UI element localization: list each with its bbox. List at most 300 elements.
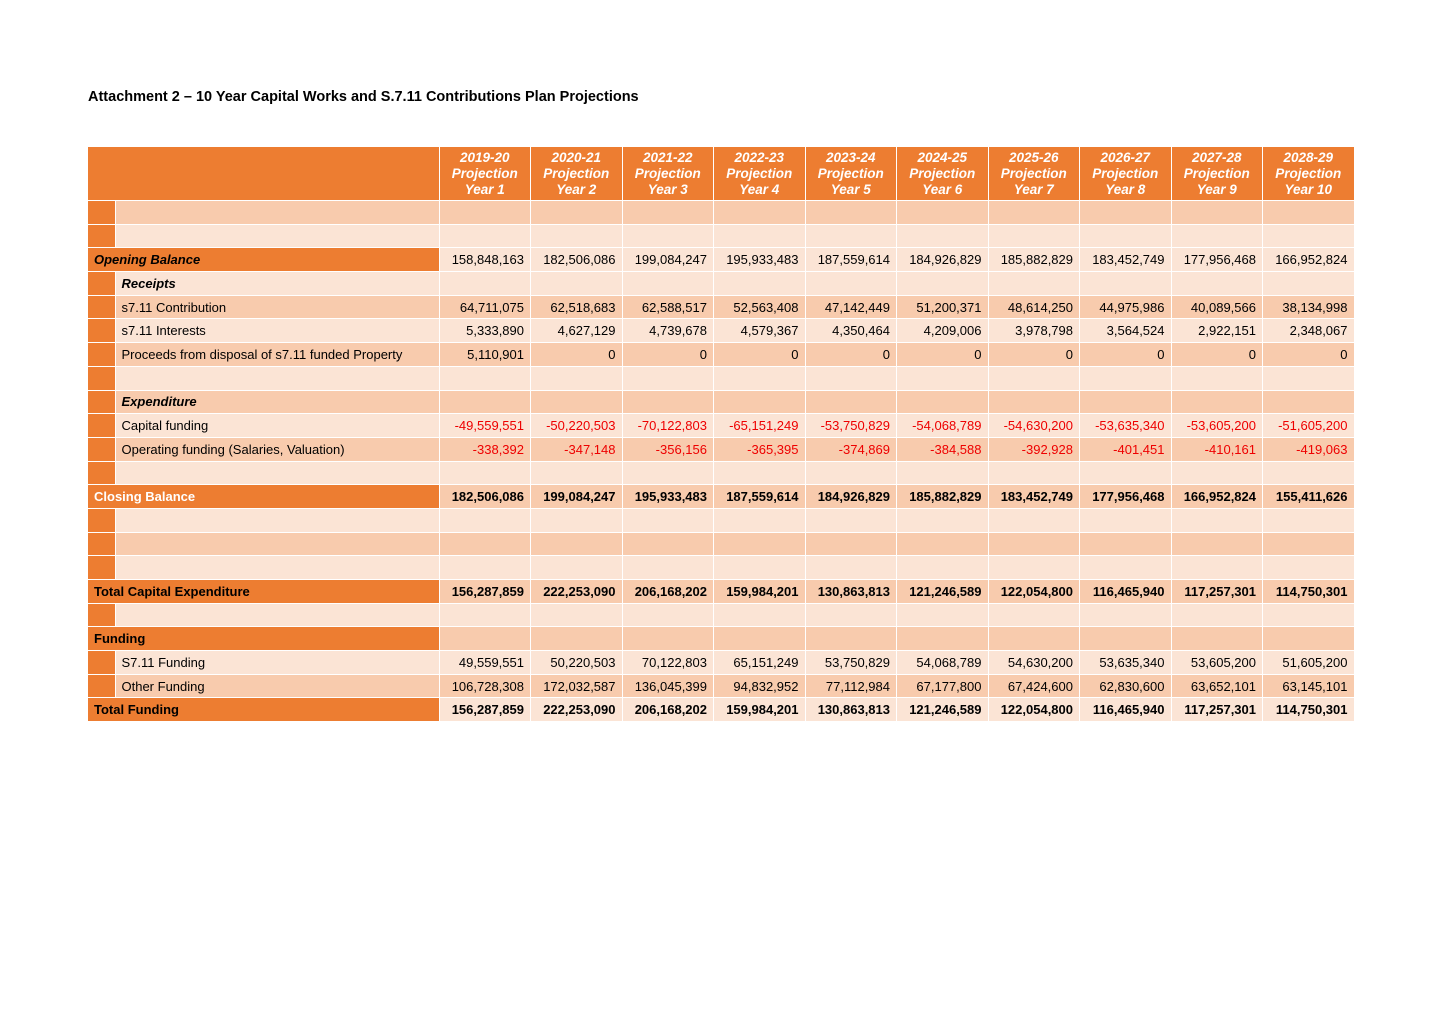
column-header-year: 2028-29 <box>1283 149 1334 165</box>
row-label: S7.11 Funding <box>115 651 439 675</box>
column-header-line3: Year 1 <box>464 181 505 197</box>
value-cell: 53,750,829 <box>805 651 897 675</box>
row-label: Proceeds from disposal of s7.11 funded Property <box>115 343 439 367</box>
blank-row <box>88 508 1354 532</box>
value-cell: 116,465,940 <box>1080 698 1172 722</box>
value-cell <box>531 627 623 651</box>
value-cell <box>897 272 989 296</box>
value-cell <box>622 461 714 485</box>
value-cell: 62,830,600 <box>1080 674 1172 698</box>
value-cell: 0 <box>531 343 623 367</box>
row-marker <box>88 651 115 675</box>
value-cell: -347,148 <box>531 437 623 461</box>
row-label: Expenditure <box>115 390 439 414</box>
value-cell <box>1263 201 1355 225</box>
value-cell <box>1263 366 1355 390</box>
value-cell <box>1080 272 1172 296</box>
value-cell <box>439 201 531 225</box>
value-cell <box>805 201 897 225</box>
value-cell: -54,068,789 <box>897 414 989 438</box>
column-header-year: 2024-25 <box>917 149 968 165</box>
value-cell <box>1080 461 1172 485</box>
value-cell <box>622 603 714 627</box>
row-marker <box>88 508 115 532</box>
value-cell: 4,627,129 <box>531 319 623 343</box>
value-cell: 155,411,626 <box>1263 485 1355 509</box>
value-cell <box>439 366 531 390</box>
header-blank-cell <box>88 147 439 201</box>
value-cell <box>1263 508 1355 532</box>
value-cell <box>805 508 897 532</box>
value-cell: 63,145,101 <box>1263 674 1355 698</box>
row-marker <box>88 224 115 248</box>
value-cell: 184,926,829 <box>805 485 897 509</box>
value-cell <box>439 627 531 651</box>
table-row <box>88 437 1354 461</box>
value-cell: 47,142,449 <box>805 295 897 319</box>
row-label: Opening Balance <box>88 248 439 272</box>
value-cell: 130,863,813 <box>805 580 897 604</box>
blank-row <box>88 224 1354 248</box>
value-cell: 77,112,984 <box>805 674 897 698</box>
row-marker <box>88 674 115 698</box>
value-cell: -374,869 <box>805 437 897 461</box>
row-label: Receipts <box>115 272 439 296</box>
value-cell <box>805 272 897 296</box>
table-row <box>88 248 1354 272</box>
column-header-year: 2023-24 <box>825 149 876 165</box>
value-cell <box>714 390 806 414</box>
row-marker <box>88 390 115 414</box>
value-cell <box>897 603 989 627</box>
value-cell: 0 <box>622 343 714 367</box>
column-header-line2: Projection <box>1092 165 1159 181</box>
row-marker <box>88 201 115 225</box>
value-cell: 0 <box>897 343 989 367</box>
value-cell <box>622 532 714 556</box>
value-cell <box>988 224 1080 248</box>
value-cell: 166,952,824 <box>1171 485 1263 509</box>
value-cell: 3,564,524 <box>1080 319 1172 343</box>
value-cell: 70,122,803 <box>622 651 714 675</box>
column-header-line2: Projection <box>1000 165 1067 181</box>
table-row <box>88 343 1354 367</box>
value-cell: 130,863,813 <box>805 698 897 722</box>
table-row <box>88 627 1354 651</box>
value-cell <box>805 556 897 580</box>
value-cell: 206,168,202 <box>622 698 714 722</box>
value-cell: 106,728,308 <box>439 674 531 698</box>
value-cell <box>531 603 623 627</box>
value-cell: 44,975,986 <box>1080 295 1172 319</box>
value-cell: 64,711,075 <box>439 295 531 319</box>
value-cell: 121,246,589 <box>897 698 989 722</box>
value-cell: 3,978,798 <box>988 319 1080 343</box>
value-cell: 4,209,006 <box>897 319 989 343</box>
value-cell: -53,635,340 <box>1080 414 1172 438</box>
value-cell: 62,518,683 <box>531 295 623 319</box>
column-header-line2: Projection <box>1275 165 1342 181</box>
table-row <box>88 272 1354 296</box>
value-cell <box>897 201 989 225</box>
row-label <box>115 366 439 390</box>
value-cell <box>1263 556 1355 580</box>
value-cell <box>1080 224 1172 248</box>
value-cell: 4,579,367 <box>714 319 806 343</box>
value-cell <box>1171 366 1263 390</box>
row-label: Total Funding <box>88 698 439 722</box>
value-cell: 40,089,566 <box>1171 295 1263 319</box>
value-cell: 94,832,952 <box>714 674 806 698</box>
value-cell <box>714 556 806 580</box>
value-cell: 177,956,468 <box>1171 248 1263 272</box>
blank-row <box>88 201 1354 225</box>
value-cell <box>988 272 1080 296</box>
value-cell <box>988 556 1080 580</box>
value-cell <box>531 508 623 532</box>
value-cell: 183,452,749 <box>1080 248 1172 272</box>
value-cell <box>714 532 806 556</box>
value-cell: -365,395 <box>714 437 806 461</box>
value-cell <box>805 366 897 390</box>
value-cell <box>1171 272 1263 296</box>
value-cell <box>1080 201 1172 225</box>
value-cell <box>988 532 1080 556</box>
value-cell: 0 <box>988 343 1080 367</box>
value-cell <box>622 366 714 390</box>
value-cell: -392,928 <box>988 437 1080 461</box>
page-title: Attachment 2 – 10 Year Capital Works and S.7.11 Contributions Plan Projections <box>88 89 639 105</box>
row-marker <box>88 319 115 343</box>
value-cell: 222,253,090 <box>531 698 623 722</box>
row-marker <box>88 366 115 390</box>
value-cell <box>897 390 989 414</box>
column-header-line3: Year 9 <box>1196 181 1237 197</box>
table-row <box>88 414 1354 438</box>
value-cell: 199,084,247 <box>622 248 714 272</box>
value-cell: 0 <box>1080 343 1172 367</box>
value-cell <box>988 201 1080 225</box>
row-marker <box>88 343 115 367</box>
value-cell <box>1171 603 1263 627</box>
blank-row <box>88 366 1354 390</box>
value-cell: 122,054,800 <box>988 580 1080 604</box>
value-cell: 185,882,829 <box>988 248 1080 272</box>
value-cell <box>714 366 806 390</box>
value-cell: 156,287,859 <box>439 580 531 604</box>
value-cell: 182,506,086 <box>531 248 623 272</box>
value-cell <box>531 201 623 225</box>
value-cell <box>439 532 531 556</box>
projections-table <box>88 147 1355 722</box>
column-header-line3: Year 7 <box>1013 181 1054 197</box>
value-cell <box>1080 390 1172 414</box>
row-marker <box>88 272 115 296</box>
column-header <box>622 147 714 201</box>
value-cell: 166,952,824 <box>1263 248 1355 272</box>
value-cell: -70,122,803 <box>622 414 714 438</box>
value-cell: -419,063 <box>1263 437 1355 461</box>
value-cell <box>622 224 714 248</box>
row-label <box>115 224 439 248</box>
column-header <box>531 147 623 201</box>
value-cell <box>805 461 897 485</box>
value-cell: 53,605,200 <box>1171 651 1263 675</box>
value-cell <box>531 366 623 390</box>
value-cell: 183,452,749 <box>988 485 1080 509</box>
value-cell <box>622 508 714 532</box>
value-cell: 222,253,090 <box>531 580 623 604</box>
value-cell: -53,605,200 <box>1171 414 1263 438</box>
value-cell <box>897 556 989 580</box>
column-header-line2: Projection <box>909 165 976 181</box>
value-cell <box>1171 627 1263 651</box>
value-cell <box>805 224 897 248</box>
value-cell <box>439 390 531 414</box>
value-cell <box>1171 224 1263 248</box>
value-cell: 117,257,301 <box>1171 580 1263 604</box>
value-cell: 158,848,163 <box>439 248 531 272</box>
value-cell <box>1171 532 1263 556</box>
value-cell <box>439 603 531 627</box>
column-header-line2: Projection <box>817 165 884 181</box>
column-header-line3: Year 5 <box>830 181 871 197</box>
table-row <box>88 390 1354 414</box>
column-header-line3: Year 6 <box>922 181 963 197</box>
value-cell: 4,739,678 <box>622 319 714 343</box>
row-marker <box>88 295 115 319</box>
table-row <box>88 295 1354 319</box>
value-cell: 5,110,901 <box>439 343 531 367</box>
column-header-year: 2026-27 <box>1100 149 1151 165</box>
value-cell <box>439 556 531 580</box>
row-label <box>115 556 439 580</box>
column-header <box>1080 147 1172 201</box>
value-cell: 5,333,890 <box>439 319 531 343</box>
value-cell: 4,350,464 <box>805 319 897 343</box>
value-cell <box>988 461 1080 485</box>
table-row <box>88 674 1354 698</box>
value-cell: 0 <box>1171 343 1263 367</box>
column-header-line3: Year 10 <box>1284 181 1333 197</box>
column-header <box>1263 147 1355 201</box>
row-marker <box>88 461 115 485</box>
column-header-year: 2019-20 <box>459 149 510 165</box>
value-cell: 51,200,371 <box>897 295 989 319</box>
value-cell <box>897 627 989 651</box>
value-cell: 2,922,151 <box>1171 319 1263 343</box>
value-cell <box>439 272 531 296</box>
value-cell: 185,882,829 <box>897 485 989 509</box>
column-header-line3: Year 3 <box>647 181 688 197</box>
value-cell <box>897 461 989 485</box>
value-cell <box>1171 201 1263 225</box>
value-cell <box>1171 556 1263 580</box>
value-cell: 114,750,301 <box>1263 580 1355 604</box>
value-cell: 121,246,589 <box>897 580 989 604</box>
value-cell: -356,156 <box>622 437 714 461</box>
row-label <box>115 603 439 627</box>
value-cell <box>1171 461 1263 485</box>
value-cell <box>897 508 989 532</box>
value-cell <box>1080 627 1172 651</box>
value-cell: 114,750,301 <box>1263 698 1355 722</box>
row-label: Funding <box>88 627 439 651</box>
table-row <box>88 698 1354 722</box>
value-cell <box>531 532 623 556</box>
value-cell <box>1263 461 1355 485</box>
value-cell <box>622 627 714 651</box>
value-cell <box>897 532 989 556</box>
value-cell: 122,054,800 <box>988 698 1080 722</box>
value-cell <box>439 224 531 248</box>
row-marker <box>88 556 115 580</box>
value-cell <box>622 201 714 225</box>
value-cell <box>805 627 897 651</box>
column-header-line3: Year 4 <box>739 181 780 197</box>
value-cell: 117,257,301 <box>1171 698 1263 722</box>
value-cell <box>1263 532 1355 556</box>
value-cell <box>622 272 714 296</box>
value-cell <box>1080 532 1172 556</box>
row-label: s7.11 Interests <box>115 319 439 343</box>
column-header-year: 2020-21 <box>551 149 602 165</box>
value-cell <box>1263 627 1355 651</box>
value-cell: 62,588,517 <box>622 295 714 319</box>
value-cell: 38,134,998 <box>1263 295 1355 319</box>
value-cell <box>988 508 1080 532</box>
value-cell: 48,614,250 <box>988 295 1080 319</box>
blank-row <box>88 603 1354 627</box>
value-cell: 172,032,587 <box>531 674 623 698</box>
column-header-line2: Projection <box>1183 165 1250 181</box>
value-cell: 54,630,200 <box>988 651 1080 675</box>
column-header <box>714 147 806 201</box>
column-header-line3: Year 8 <box>1105 181 1146 197</box>
row-label: Closing Balance <box>88 485 439 509</box>
value-cell <box>714 627 806 651</box>
row-label <box>115 461 439 485</box>
column-header <box>805 147 897 201</box>
column-header-year: 2022-23 <box>734 149 785 165</box>
value-cell <box>714 508 806 532</box>
value-cell <box>988 390 1080 414</box>
value-cell <box>1171 390 1263 414</box>
column-header-line2: Projection <box>726 165 793 181</box>
table-row <box>88 580 1354 604</box>
blank-row <box>88 461 1354 485</box>
row-label: Operating funding (Salaries, Valuation) <box>115 437 439 461</box>
row-marker <box>88 414 115 438</box>
value-cell: 195,933,483 <box>714 248 806 272</box>
value-cell: -49,559,551 <box>439 414 531 438</box>
value-cell <box>988 366 1080 390</box>
value-cell <box>1080 556 1172 580</box>
value-cell: 2,348,067 <box>1263 319 1355 343</box>
value-cell: 159,984,201 <box>714 698 806 722</box>
column-header-line2: Projection <box>543 165 610 181</box>
row-label <box>115 508 439 532</box>
row-label: Capital funding <box>115 414 439 438</box>
value-cell <box>897 366 989 390</box>
column-header-line3: Year 2 <box>556 181 597 197</box>
value-cell: 136,045,399 <box>622 674 714 698</box>
value-cell <box>622 390 714 414</box>
value-cell <box>714 224 806 248</box>
value-cell: -54,630,200 <box>988 414 1080 438</box>
value-cell: 54,068,789 <box>897 651 989 675</box>
row-label: Other Funding <box>115 674 439 698</box>
value-cell: 67,424,600 <box>988 674 1080 698</box>
value-cell: 177,956,468 <box>1080 485 1172 509</box>
value-cell: 67,177,800 <box>897 674 989 698</box>
column-header-line2: Projection <box>634 165 701 181</box>
value-cell <box>988 627 1080 651</box>
value-cell: 206,168,202 <box>622 580 714 604</box>
value-cell: 187,559,614 <box>714 485 806 509</box>
row-label: s7.11 Contribution <box>115 295 439 319</box>
value-cell: 156,287,859 <box>439 698 531 722</box>
value-cell: 0 <box>714 343 806 367</box>
value-cell: 199,084,247 <box>531 485 623 509</box>
value-cell <box>531 461 623 485</box>
value-cell: 195,933,483 <box>622 485 714 509</box>
value-cell: 51,605,200 <box>1263 651 1355 675</box>
value-cell <box>1263 390 1355 414</box>
value-cell <box>531 390 623 414</box>
value-cell: 159,984,201 <box>714 580 806 604</box>
value-cell <box>988 603 1080 627</box>
value-cell <box>805 390 897 414</box>
table-row <box>88 319 1354 343</box>
blank-row <box>88 532 1354 556</box>
column-header <box>988 147 1080 201</box>
value-cell <box>1080 508 1172 532</box>
column-header <box>439 147 531 201</box>
value-cell: -53,750,829 <box>805 414 897 438</box>
table-row <box>88 651 1354 675</box>
table-row <box>88 485 1354 509</box>
value-cell: -401,451 <box>1080 437 1172 461</box>
column-header-year: 2027-28 <box>1191 149 1242 165</box>
value-cell <box>1080 603 1172 627</box>
value-cell <box>805 603 897 627</box>
row-marker <box>88 532 115 556</box>
column-header-year: 2021-22 <box>642 149 693 165</box>
column-header <box>1171 147 1263 201</box>
value-cell <box>1171 508 1263 532</box>
value-cell: 0 <box>805 343 897 367</box>
value-cell <box>897 224 989 248</box>
value-cell: -51,605,200 <box>1263 414 1355 438</box>
row-marker <box>88 437 115 461</box>
value-cell <box>1263 603 1355 627</box>
value-cell: -384,588 <box>897 437 989 461</box>
value-cell <box>531 556 623 580</box>
row-label <box>115 532 439 556</box>
value-cell: 182,506,086 <box>439 485 531 509</box>
value-cell: -65,151,249 <box>714 414 806 438</box>
value-cell: 0 <box>1263 343 1355 367</box>
value-cell: 65,151,249 <box>714 651 806 675</box>
value-cell: 184,926,829 <box>897 248 989 272</box>
value-cell <box>714 461 806 485</box>
value-cell <box>805 532 897 556</box>
value-cell <box>439 508 531 532</box>
value-cell <box>1263 224 1355 248</box>
row-label <box>115 201 439 225</box>
column-header-year: 2025-26 <box>1008 149 1059 165</box>
